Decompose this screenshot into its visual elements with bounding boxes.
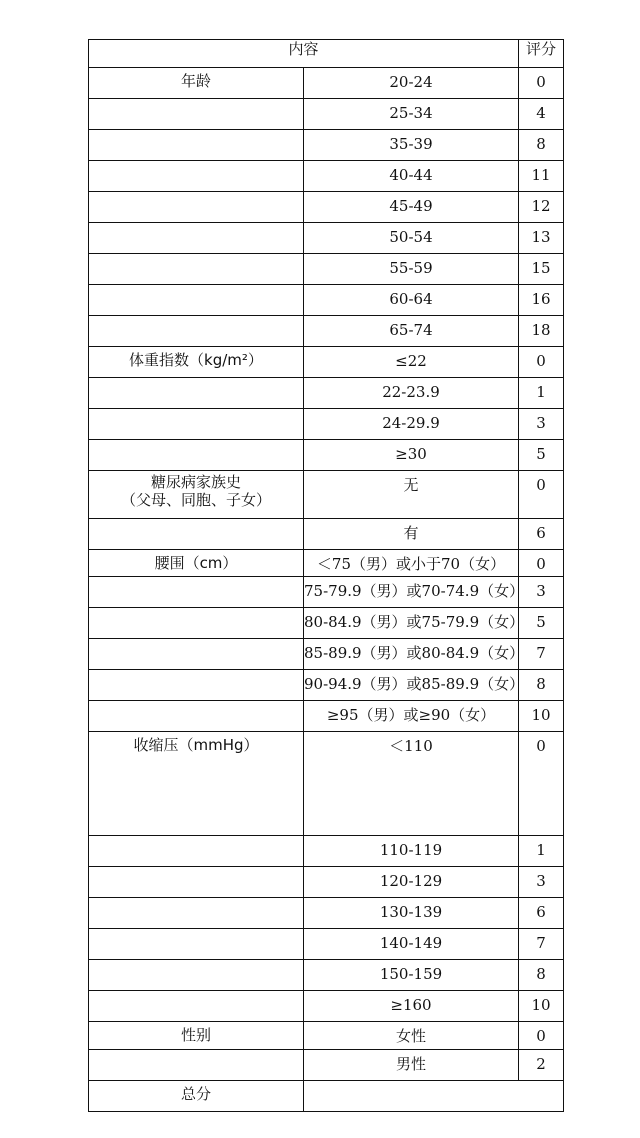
row-content-cell [304, 608, 525, 639]
row-content-cell [304, 639, 525, 670]
row-category [89, 577, 303, 581]
row-score: 1 [536, 841, 546, 859]
row-category-cell [89, 409, 304, 440]
row-content: 80-84.9（男）或75-79.9（女） [304, 613, 525, 631]
row-score-cell [519, 99, 564, 130]
row-content: 60-64 [389, 290, 433, 308]
row-category-cell [89, 577, 304, 608]
table-row [89, 898, 564, 929]
row-content: 85-89.9（男）或80-84.9（女） [304, 644, 525, 662]
table-row [89, 223, 564, 254]
row-content-cell [304, 519, 519, 550]
row-content-cell [304, 99, 519, 130]
row-score-cell [519, 1022, 564, 1050]
row-score: 8 [536, 675, 546, 693]
row-score: 3 [536, 414, 546, 432]
row-category [89, 161, 303, 165]
row-category-cell [89, 867, 304, 898]
table-row [89, 550, 564, 577]
row-score-cell [519, 471, 564, 519]
row-content: 有 [403, 524, 419, 542]
row-score: 16 [531, 290, 551, 308]
row-content: ≥30 [395, 445, 427, 463]
table-row [89, 130, 564, 161]
row-content-cell [304, 285, 519, 316]
row-content: 45-49 [389, 197, 433, 215]
risk-score-table [88, 39, 564, 1112]
table-row [89, 639, 564, 670]
row-content-cell [304, 223, 519, 254]
row-category-cell [89, 254, 304, 285]
table-row [89, 409, 564, 440]
row-content-cell [304, 192, 519, 223]
row-category-cell [89, 99, 304, 130]
row-score-cell [519, 161, 564, 192]
row-score: 11 [531, 166, 551, 184]
table-row [89, 867, 564, 898]
row-category: 体重指数（kg/m²） [129, 351, 263, 369]
row-category [89, 409, 303, 413]
table-row [89, 929, 564, 960]
row-content-cell [304, 254, 519, 285]
row-score: 13 [531, 228, 551, 246]
row-score-cell [519, 550, 564, 577]
row-score-cell [519, 670, 564, 701]
row-content: 75-79.9（男）或70-74.9（女） [304, 582, 525, 600]
row-score: 8 [536, 135, 546, 153]
row-content-cell [304, 929, 519, 960]
row-score: 8 [536, 965, 546, 983]
row-category-cell [89, 471, 304, 519]
row-score: 18 [531, 321, 551, 339]
row-category [89, 285, 303, 289]
row-score: 3 [536, 582, 546, 600]
row-category-cell [89, 732, 304, 836]
row-score-cell [519, 440, 564, 471]
table-row [89, 960, 564, 991]
table-row [89, 1022, 564, 1050]
row-category [89, 960, 303, 964]
row-score: 10 [531, 706, 551, 724]
row-content: 55-59 [389, 259, 433, 277]
row-content: 40-44 [389, 166, 433, 184]
row-content-cell [304, 670, 525, 701]
row-content-cell [304, 130, 519, 161]
table-row [89, 836, 564, 867]
row-score-cell [519, 68, 564, 99]
row-category-cell [89, 192, 304, 223]
total-label: 总分 [180, 1085, 211, 1103]
table-row [89, 991, 564, 1022]
row-category-cell [89, 991, 304, 1022]
row-score: 5 [536, 613, 546, 631]
table-row [89, 1050, 564, 1081]
row-content-cell [304, 836, 519, 867]
table-row [89, 347, 564, 378]
row-category-cell [89, 670, 304, 701]
table-row [89, 577, 564, 608]
row-category-cell [89, 378, 304, 409]
row-category-cell [89, 68, 304, 99]
row-category [89, 929, 303, 933]
row-score-cell [519, 960, 564, 991]
table-row [89, 192, 564, 223]
row-score: 6 [536, 524, 546, 542]
row-content: 35-39 [389, 135, 433, 153]
row-category [89, 701, 303, 705]
total-label-cell [89, 1081, 304, 1112]
row-content-cell [304, 409, 519, 440]
total-value [304, 1081, 563, 1086]
row-category [89, 670, 303, 674]
row-content-cell [304, 867, 519, 898]
row-content: 140-149 [379, 934, 443, 952]
row-content-cell [304, 1022, 519, 1050]
row-category [89, 1050, 303, 1054]
row-content: 90-94.9（男）或85-89.9（女） [304, 675, 525, 693]
row-category-cell [89, 223, 304, 254]
row-category [89, 99, 303, 103]
row-content: ≤22 [395, 352, 427, 370]
row-content: 25-34 [389, 104, 433, 122]
row-category [89, 608, 303, 612]
row-score: 7 [536, 934, 546, 952]
row-score-cell [519, 732, 564, 836]
row-content: ≥160 [390, 996, 432, 1014]
row-category-cell [89, 960, 304, 991]
row-category-cell [89, 836, 304, 867]
row-content: 20-24 [389, 73, 433, 91]
total-value-cell [304, 1081, 564, 1112]
row-category [89, 316, 303, 320]
row-content: ＜75（男）或小于70（女） [316, 555, 506, 573]
total-row [89, 1081, 564, 1112]
row-score-cell [519, 991, 564, 1022]
row-category-cell [89, 130, 304, 161]
row-content-cell [304, 161, 519, 192]
table-row [89, 670, 564, 701]
row-score-cell [519, 285, 564, 316]
row-category [89, 639, 303, 643]
table-row [89, 161, 564, 192]
row-content-cell [304, 898, 519, 929]
row-category: 腰围（cm） [154, 554, 238, 572]
row-content-cell [304, 550, 519, 577]
row-content-cell [304, 1050, 519, 1081]
row-content-cell [304, 68, 519, 99]
row-category-cell [89, 1050, 304, 1081]
row-category [89, 192, 303, 196]
row-category-cell [89, 1022, 304, 1050]
row-category [89, 254, 303, 258]
row-score-cell [519, 867, 564, 898]
row-score-cell [519, 192, 564, 223]
row-category-cell [89, 161, 304, 192]
row-score-cell [519, 836, 564, 867]
row-score: 0 [536, 555, 546, 573]
row-content-cell [304, 471, 519, 519]
row-category [89, 378, 303, 382]
row-category-cell [89, 550, 304, 577]
row-score-cell [519, 519, 564, 550]
row-content-cell [304, 316, 519, 347]
row-score: 0 [536, 352, 546, 370]
row-category-cell [89, 347, 304, 378]
header-row [89, 40, 564, 68]
row-category [89, 836, 303, 840]
row-content-cell [304, 378, 519, 409]
row-category-cell [89, 639, 304, 670]
row-score: 2 [536, 1055, 546, 1073]
row-score-cell [519, 701, 564, 732]
row-category-cell [89, 898, 304, 929]
row-content-cell [304, 991, 519, 1022]
row-score: 7 [536, 644, 546, 662]
table-row [89, 285, 564, 316]
row-content: ＜110 [389, 737, 433, 755]
row-category [89, 898, 303, 902]
row-content: ≥95（男）或≥90（女） [326, 706, 496, 724]
row-score: 3 [536, 872, 546, 890]
row-category [89, 130, 303, 134]
table-row [89, 254, 564, 285]
row-content-cell [304, 577, 525, 608]
row-score-cell [519, 316, 564, 347]
row-score-cell [519, 254, 564, 285]
row-score-cell [519, 223, 564, 254]
row-content-cell [304, 347, 519, 378]
row-content-cell [304, 701, 519, 732]
table-row [89, 68, 564, 99]
row-score-cell [519, 1050, 564, 1081]
row-content: 男性 [395, 1055, 426, 1073]
row-category-cell [89, 929, 304, 960]
row-score: 0 [536, 1027, 546, 1045]
row-content: 22-23.9 [382, 383, 440, 401]
row-score-cell [519, 639, 564, 670]
row-content-cell [304, 440, 519, 471]
row-content-cell [304, 960, 519, 991]
row-score-cell [519, 378, 564, 409]
row-category [89, 223, 303, 227]
table-row [89, 440, 564, 471]
table-row [89, 608, 564, 639]
row-score-cell [519, 608, 564, 639]
row-score: 0 [536, 737, 546, 755]
row-category [89, 440, 303, 444]
table-row [89, 732, 564, 836]
row-category-cell [89, 701, 304, 732]
row-category [89, 867, 303, 871]
row-category-cell [89, 316, 304, 347]
row-content: 女性 [395, 1027, 426, 1045]
row-score: 0 [536, 476, 546, 494]
row-score: 5 [536, 445, 546, 463]
table-row [89, 701, 564, 732]
row-score-cell [519, 130, 564, 161]
row-score-cell [519, 409, 564, 440]
row-category: 性别 [180, 1026, 211, 1044]
row-content: 无 [403, 476, 419, 494]
row-category: 收缩压（mmHg） [133, 736, 259, 754]
row-score: 12 [531, 197, 551, 215]
row-content: 110-119 [379, 841, 443, 859]
row-content: 120-129 [379, 872, 443, 890]
row-score: 15 [531, 259, 551, 277]
table-body [89, 40, 564, 1112]
row-content: 24-29.9 [382, 414, 440, 432]
header-score: 评分 [519, 40, 564, 68]
header-content: 内容 [89, 40, 519, 68]
row-category-cell [89, 608, 304, 639]
row-category-cell [89, 440, 304, 471]
row-content: 50-54 [389, 228, 433, 246]
row-score: 10 [531, 996, 551, 1014]
row-content-cell [304, 732, 519, 836]
row-category [89, 519, 303, 523]
row-score: 0 [536, 73, 546, 91]
table-row [89, 378, 564, 409]
row-score-cell [519, 347, 564, 378]
row-content: 130-139 [379, 903, 443, 921]
row-score: 6 [536, 903, 546, 921]
row-score-cell [519, 577, 564, 608]
table-row [89, 519, 564, 550]
row-score-cell [519, 929, 564, 960]
row-score-cell [519, 898, 564, 929]
row-score: 4 [536, 104, 546, 122]
row-category: 糖尿病家族史 （父母、同胞、子女） [120, 473, 271, 509]
table-row [89, 471, 564, 519]
row-category [89, 991, 303, 995]
table-row [89, 316, 564, 347]
row-category: 年龄 [180, 72, 211, 90]
row-content: 150-159 [379, 965, 443, 983]
row-score: 1 [536, 383, 546, 401]
row-content: 65-74 [389, 321, 433, 339]
row-category-cell [89, 285, 304, 316]
row-category-cell [89, 519, 304, 550]
table-row [89, 99, 564, 130]
